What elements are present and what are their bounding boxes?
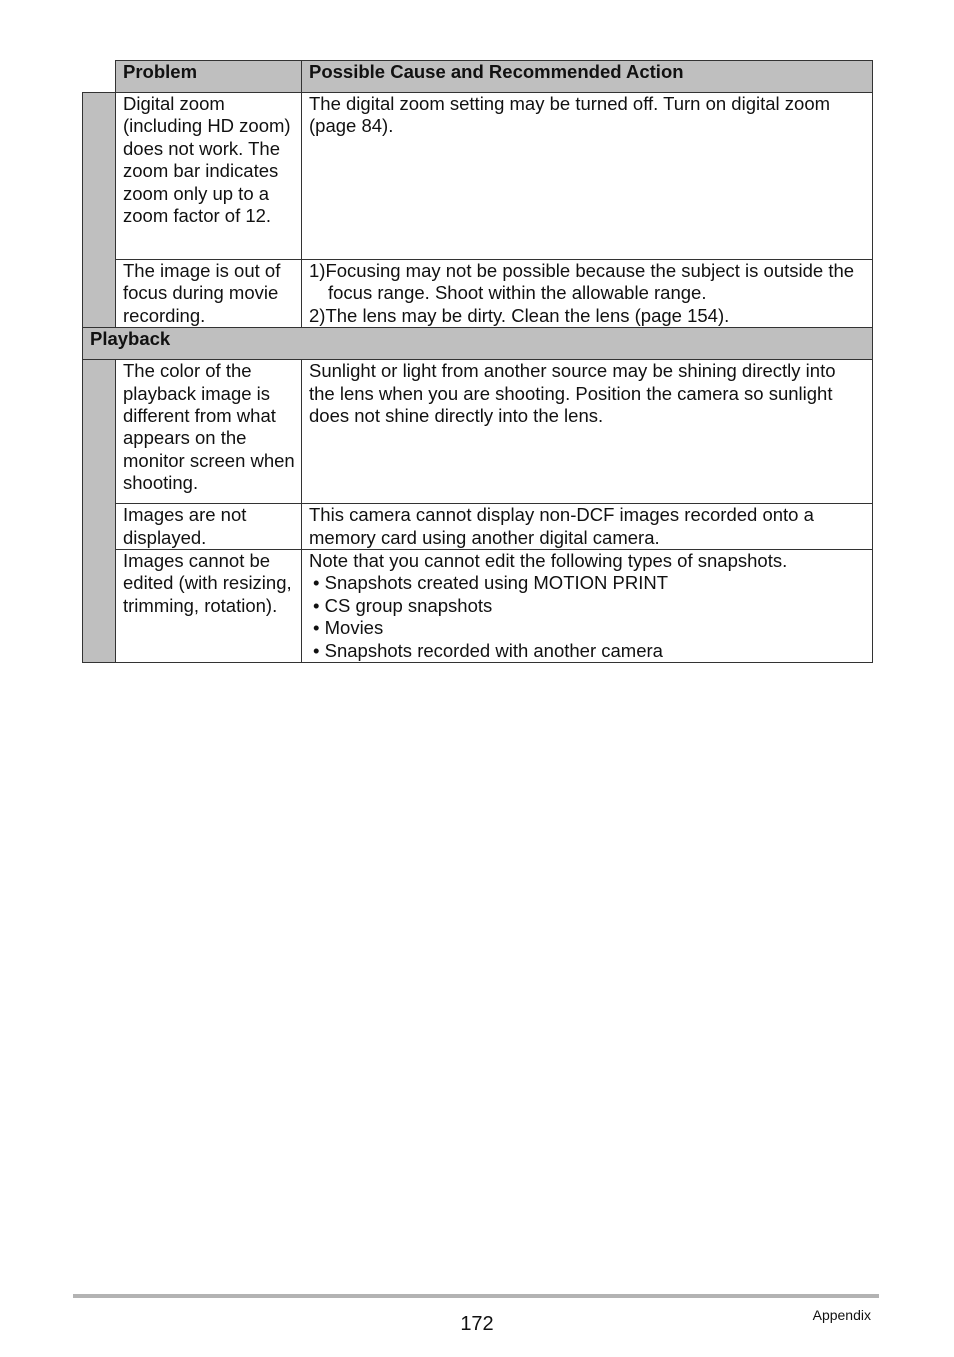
numbered-item: 2)The lens may be dirty. Clean the lens (page 154). bbox=[309, 304, 730, 326]
problem-cell: The color of the playback image is different from what appears on the monitor screen when shooting. bbox=[116, 360, 302, 504]
problem-cell: The image is out of focus during movie recording. bbox=[116, 260, 302, 328]
table-row bbox=[83, 360, 873, 504]
table-row bbox=[83, 260, 873, 328]
bullet-item: • Snapshots created using MOTION PRINT bbox=[313, 572, 669, 594]
action-cell: Sunlight or light from another source may be shining directly into the lens when you are shooting. Position the camera so sunlight does not shine directly into the lens. bbox=[302, 360, 873, 504]
action-intro: Note that you cannot edit the following types of snapshots. bbox=[309, 550, 788, 572]
header-problem: Problem bbox=[116, 61, 302, 93]
category-sidebar bbox=[83, 93, 116, 328]
numbered-item: 1)Focusing may not be possible because the subject is outside the focus range. Shoot within the allowable range. bbox=[309, 260, 855, 304]
bullet-item: • Movies bbox=[313, 617, 384, 639]
troubleshooting-table bbox=[82, 60, 873, 663]
bullet-text: Snapshots recorded with another camera bbox=[324, 639, 663, 661]
action-cell bbox=[302, 260, 873, 328]
header-corner bbox=[83, 61, 116, 93]
table-row bbox=[83, 93, 873, 260]
action-cell: The digital zoom setting may be turned off. Turn on digital zoom (page 84). bbox=[302, 93, 873, 260]
bullet-text: Snapshots created using MOTION PRINT bbox=[324, 572, 669, 594]
problem-cell: Images cannot be edited (with resizing, trimming, rotation). bbox=[116, 550, 302, 663]
bullet-text: CS group snapshots bbox=[324, 594, 493, 616]
bullet-text: Movies bbox=[324, 617, 384, 639]
problem-cell: Digital zoom (including HD zoom) does not work. The zoom bar indicates zoom only up to a zoom factor of 12. bbox=[116, 93, 302, 260]
bullet-item: • CS group snapshots bbox=[313, 594, 493, 616]
table-row bbox=[83, 550, 873, 663]
page-number: 172 bbox=[460, 1313, 494, 1335]
section-row bbox=[83, 328, 873, 360]
bullet-item: • Snapshots recorded with another camera bbox=[313, 639, 663, 661]
action-cell: This camera cannot display non-DCF images recorded onto a memory card using another digital camera. bbox=[302, 504, 873, 550]
problem-cell: Images are not displayed. bbox=[116, 504, 302, 550]
footer-divider bbox=[73, 1294, 879, 1298]
section-label: Appendix bbox=[812, 1307, 871, 1323]
section-heading-playback: Playback bbox=[83, 328, 873, 360]
table-row bbox=[83, 504, 873, 550]
category-sidebar bbox=[83, 360, 116, 663]
action-cell bbox=[302, 550, 873, 663]
header-action: Possible Cause and Recommended Action bbox=[302, 61, 873, 93]
table-header-row bbox=[83, 61, 873, 93]
